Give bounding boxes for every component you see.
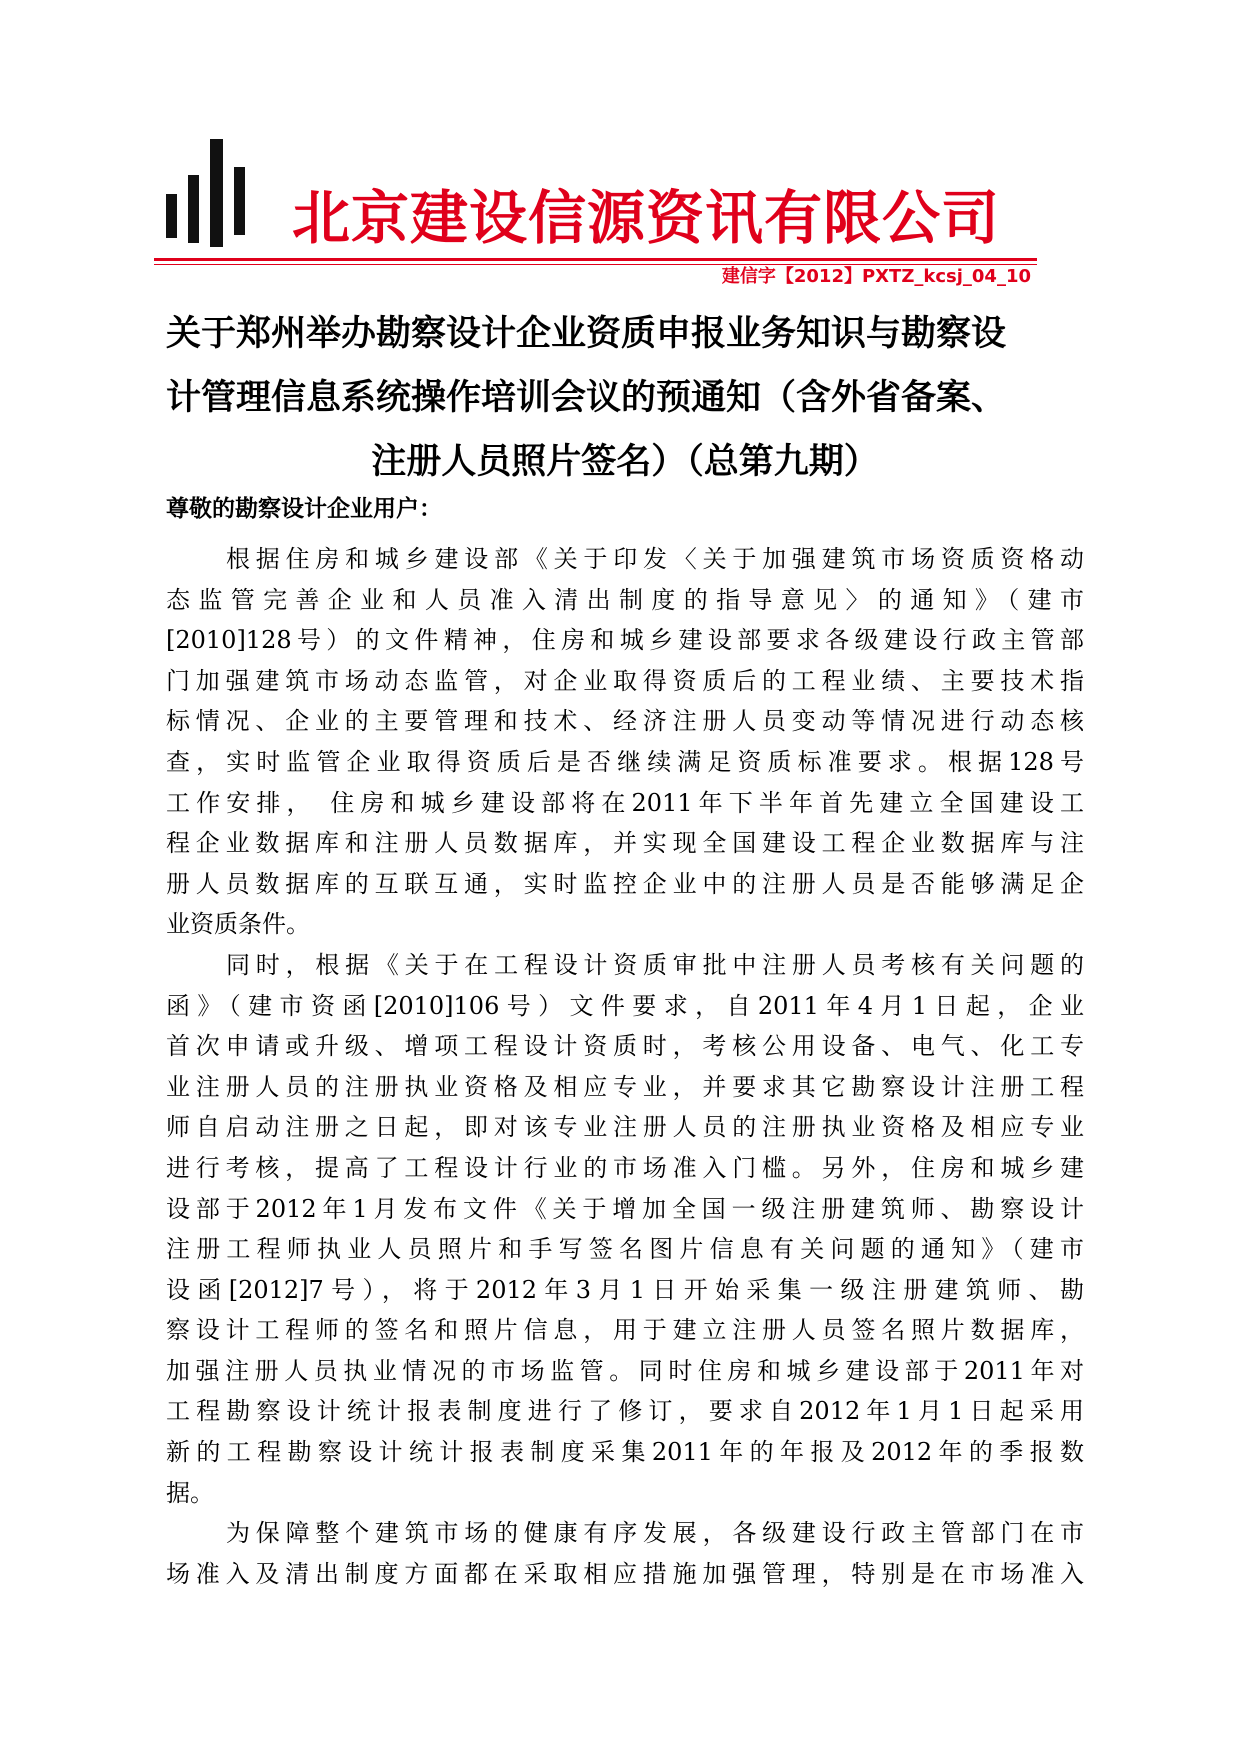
document-title bbox=[166, 302, 1084, 494]
text-line: 程企业数据库和注册人员数据库，并实现全国建设工程企业数据库与注 bbox=[166, 829, 1084, 858]
text-line: 场准入及清出制度方面都在采取相应措施加强管理，特别是在市场准入 bbox=[166, 1559, 1084, 1588]
header-rule-thick bbox=[154, 258, 1037, 261]
text-line: 设部于2012年1月发布文件《关于增加全国一级注册建筑师、勘察设计 bbox=[166, 1194, 1084, 1223]
title-line: 关于郑州举办勘察设计企业资质申报业务知识与勘察设 bbox=[166, 314, 1007, 354]
logo-bar bbox=[234, 167, 245, 235]
text-line: 师自启动注册之日起，即对该专业注册人员的注册执业资格及相应专业 bbox=[166, 1113, 1084, 1142]
company-name: 北京建设信源资讯有限公司 bbox=[292, 184, 1001, 252]
logo-bar bbox=[210, 139, 223, 247]
text-line: 查，实时监管企业取得资质后是否继续满足资质标准要求。根据128号 bbox=[166, 747, 1084, 776]
title-line: 计管理信息系统操作培训会议的预通知（含外省备案、 bbox=[166, 378, 1007, 418]
text-line: 业资质条件。 bbox=[166, 910, 310, 939]
text-line: 同时，根据《关于在工程设计资质审批中注册人员考核有关问题的 bbox=[226, 950, 1084, 979]
text-line: 态监管完善企业和人员准入清出制度的指导意见〉的通知》（建市 bbox=[166, 585, 1084, 614]
paragraph bbox=[166, 539, 1084, 945]
text-line: 函》（建市资函[2010]106号）文件要求，自2011年4月1日起，企业 bbox=[166, 991, 1084, 1020]
paragraph bbox=[166, 1513, 1084, 1594]
text-line: 新的工程勘察设计统计报表制度采集2011年的年报及2012年的季报数 bbox=[166, 1438, 1084, 1467]
text-line: 工作安排， 住房和城乡建设部将在2011年下半年首先建立全国建设工 bbox=[166, 788, 1084, 817]
title-line: 注册人员照片签名）（总第九期） bbox=[371, 442, 879, 482]
text-line: 根据住房和城乡建设部《关于印发〈关于加强建筑市场资质资格动 bbox=[226, 545, 1084, 573]
text-line: 察设计工程师的签名和照片信息，用于建立注册人员签名照片数据库， bbox=[166, 1316, 1084, 1345]
logo-bar bbox=[166, 194, 177, 238]
logo-bar bbox=[188, 175, 199, 243]
letterhead bbox=[0, 0, 1241, 290]
text-line: 注册工程师执业人员照片和手写签名图片信息有关问题的通知》（建市 bbox=[166, 1235, 1084, 1264]
text-line: 首次申请或升级、增项工程设计资质时，考核公用设备、电气、化工专 bbox=[166, 1032, 1084, 1061]
salutation: 尊敬的勘察设计企业用户： bbox=[166, 496, 442, 522]
text-line: 业注册人员的注册执业资格及相应专业，并要求其它勘察设计注册工程 bbox=[166, 1072, 1084, 1101]
text-line: 加强注册人员执业情况的市场监管。同时住房和城乡建设部于2011年对 bbox=[166, 1356, 1084, 1385]
text-line: 标情况、企业的主要管理和技术、经济注册人员变动等情况进行动态核 bbox=[166, 707, 1084, 736]
document-number: 建信字【2012】PXTZ_kcsj_04_10 bbox=[721, 266, 1031, 287]
company-logo-icon bbox=[166, 139, 256, 251]
text-line: 工程勘察设计统计报表制度进行了修订，要求自2012年1月1日起采用 bbox=[166, 1397, 1084, 1426]
text-line: 进行考核，提高了工程设计行业的市场准入门槛。另外，住房和城乡建 bbox=[166, 1153, 1084, 1182]
header-rule-thin bbox=[154, 264, 1037, 265]
text-line: 设函[2012]7号），将于2012年3月1日开始采集一级注册建筑师、勘 bbox=[166, 1275, 1084, 1304]
text-line: 册人员数据库的互联互通，实时监控企业中的注册人员是否能够满足企 bbox=[166, 869, 1084, 898]
text-line: 门加强建筑市场动态监管，对企业取得资质后的工程业绩、主要技术指 bbox=[166, 666, 1084, 695]
document-body bbox=[166, 539, 1084, 1594]
text-line: [2010]128号）的文件精神，住房和城乡建设部要求各级建设行政主管部 bbox=[166, 626, 1084, 655]
text-line: 据。 bbox=[166, 1478, 214, 1507]
paragraph bbox=[166, 945, 1084, 1513]
text-line: 为保障整个建筑市场的健康有序发展，各级建设行政主管部门在市 bbox=[226, 1519, 1084, 1548]
